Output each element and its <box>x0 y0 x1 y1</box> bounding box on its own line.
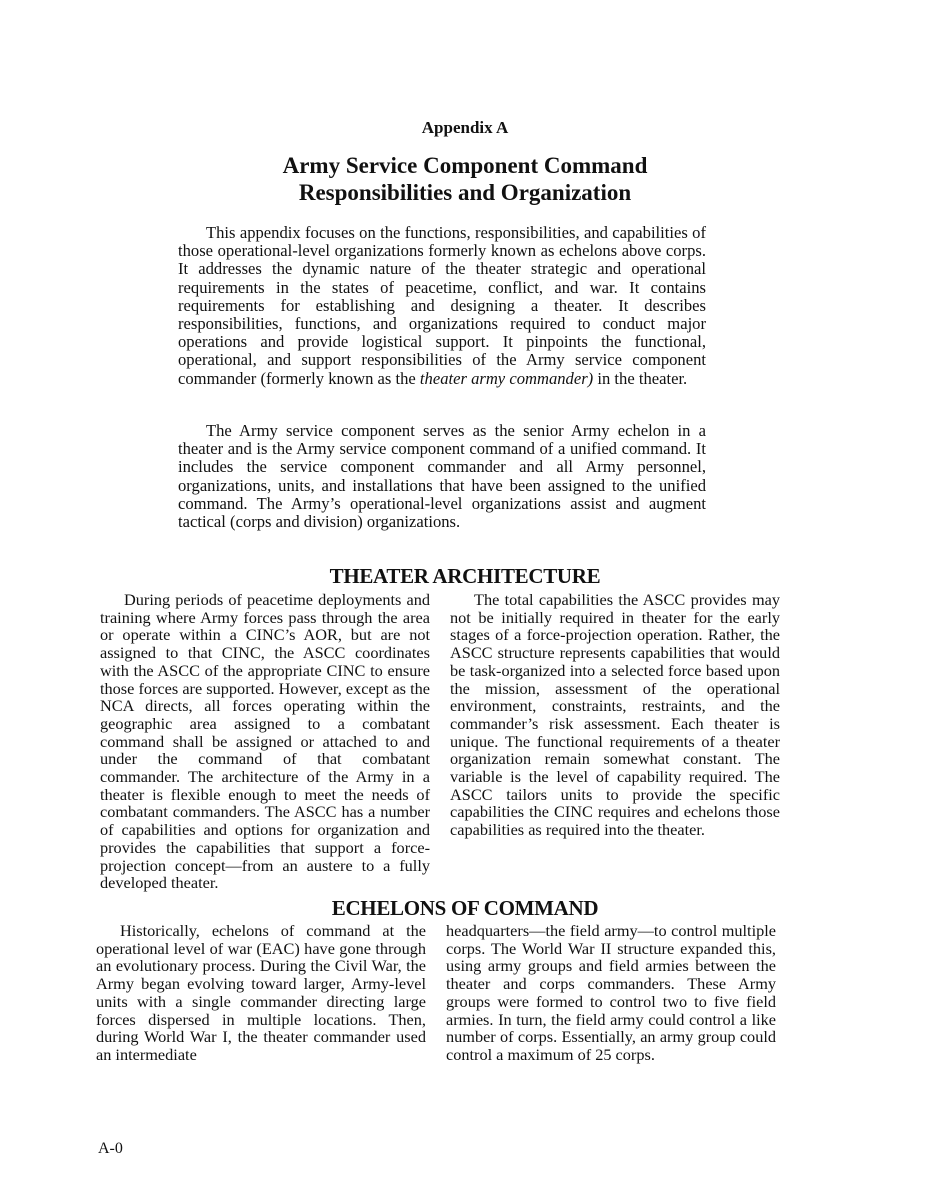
theater-architecture-left-column: During periods of peacetime deployments and training where Army forces pass through the area or operate within a CINC’s AOR, but are not assigned to that CINC, the ASCC coordinates with the ASCC of the appropriate CINC to ensure those forces are supported. However, except as the NCA directs, all forces operating within the geographic area assigned to a combatant command shall be assigned or attached to and under the command of that combatant commander. The architecture of the Army in a theater is flexible enough to meet the needs of combatant commanders. The ASCC has a number of capabilities and options for organization and provides the capabilities that support a force-projection concept—from an austere to a fully developed theater. <box>100 590 430 893</box>
title-line-1: Army Service Component Command <box>282 153 648 178</box>
intro-p1-italic: theater army commander) <box>419 368 594 388</box>
intro-p1-text-b: in the theater. <box>593 368 688 388</box>
intro-paragraph-1 <box>178 224 706 388</box>
intro-paragraph-2: The Army service component serves as the senior Army echelon in a theater and is the Army service component command of a unified command. It includes the service component commander and all Army personnel, organizations, units, and installations that have been assigned to the unified command. The Army’s operational-level organizations assist and augment tactical (corps and division) organizations. <box>178 421 706 532</box>
intro-p1-text-a: This appendix focuses on the functions, responsibilities, and capabilities of those operational-level organizations formerly known as echelons above corps. It addresses the dynamic nature of the theater strategic and operational requirements in the states of peacetime, conflict, and war. It contains requirements for establishing and designing a theater. It describes responsibilities, functions, and organizations required to conduct major operations and provide logistical support. It pinpoints the functional, operational, and support responsibilities of the Army service component commander (formerly known as the <box>178 223 706 388</box>
echelons-left-column: Historically, echelons of command at the operational level of war (EAC) have gone through an evolutionary process. During the Civil War, the Army began evolving toward larger, Army-level units with a single commander directing large forces dispersed in multiple locations. Then, during World War I, the theater commander used an intermediate <box>96 921 426 1064</box>
section-heading-theater-architecture: THEATER ARCHITECTURE <box>329 564 601 588</box>
page-title <box>0 152 930 206</box>
appendix-label: Appendix A <box>421 118 509 137</box>
title-line-2: Responsibilities and Organization <box>298 180 632 205</box>
echelons-right-column: headquarters—the field army—to control multiple corps. The World War II structure expanded this, using army groups and field armies between the theater and corps commanders. These Army groups were formed to control two to five field armies. In turn, the field army could control a like number of corps. Essentially, an army group could control a maximum of 25 corps. <box>446 921 776 1064</box>
theater-architecture-right-column: The total capabilities the ASCC provides may not be initially required in theater for the early stages of a force-projection operation. Rather, the ASCC structure represents capabilities that would be task-organized into a selected force based upon the mission, assessment of the operational environment, constraints, restraints, and the commander’s risk assessment. Each theater is unique. The functional requirements of a theater organization remain somewhat constant. The variable is the level of capability required. The ASCC tailors units to provide the specific capabilities the CINC requires and echelons those capabilities as required into the theater. <box>450 590 780 840</box>
section-heading-echelons-of-command: ECHELONS OF COMMAND <box>331 896 599 920</box>
page-number: A-0 <box>98 1140 123 1157</box>
